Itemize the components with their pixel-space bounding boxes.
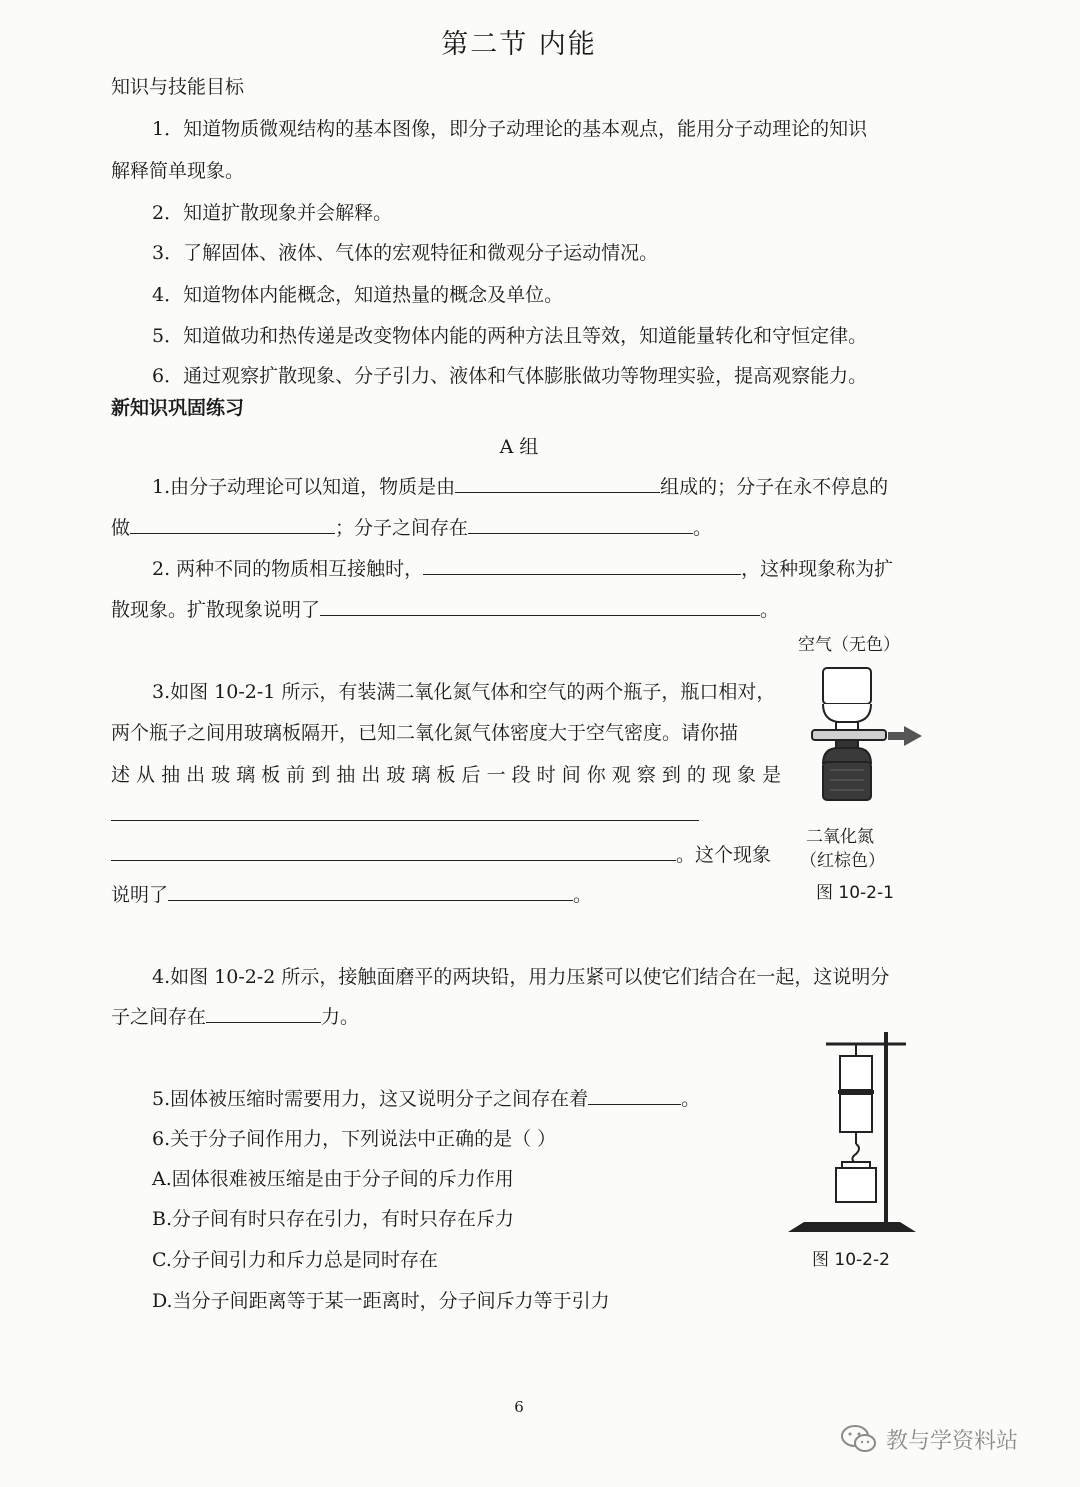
q6-option-c[interactable]: C.分子间引力和斥力总是同时存在 (152, 1249, 438, 1271)
goal-item: 1．知道物质微观结构的基本图像，即分子动理论的基本观点，能用分子动理论的知识 (152, 118, 868, 140)
q4-text-a: 子之间存在 (111, 1006, 207, 1028)
q2-blank-2[interactable] (320, 597, 760, 616)
q4-line-2 (111, 1002, 359, 1029)
q3-line-5 (111, 880, 592, 907)
page-title: 第二节 内能 (441, 29, 597, 60)
q4-blank[interactable] (206, 1004, 321, 1023)
fig1-top-label: 空气（无色） (798, 635, 900, 655)
no2-bottle-icon (823, 740, 871, 800)
page-number: 6 (514, 1398, 524, 1416)
fig2-lead-blocks-illustration (782, 1026, 922, 1236)
question-2-line2 (111, 595, 779, 622)
fig1-caption: 图 10-2-1 (816, 883, 894, 903)
q3-line-1: 3.如图 10-2-1 所示，有装满二氧化氮气体和空气的两个瓶子，瓶口相对， (152, 681, 776, 703)
q4-line-1: 4.如图 10-2-2 所示，接触面磨平的两块铅，用力压紧可以使它们结合在一起，这说明分 (152, 966, 890, 988)
q6-stem: 6.关于分子间作用力，下列说法中正确的是（ ） (152, 1128, 557, 1150)
q1-text-e: 。 (693, 517, 713, 539)
q3-text-end: 。 (573, 884, 593, 906)
q3-line-4: 。这个现象 (676, 844, 772, 866)
fig1-bottom-label-2: （红棕色） (800, 851, 885, 871)
goal-item: 5．知道做功和热传递是改变物体内能的两种方法且等效，知道能量转化和守恒定律。 (152, 325, 868, 347)
q3-blank-3[interactable] (168, 882, 573, 901)
practice-heading: 新知识巩固练习 (111, 397, 245, 419)
q6-option-a[interactable]: A.固体很难被压缩是由于分子间的斥力作用 (152, 1168, 514, 1190)
q2-text-c: 散现象。扩散现象说明了 (111, 599, 321, 621)
lead-block-top-icon (840, 1056, 872, 1090)
q6-option-d[interactable]: D.当分子间距离等于某一距离时，分子间斥力等于引力 (152, 1290, 610, 1312)
goal-item: 解释简单现象。 (111, 160, 245, 182)
fig1-bottles-illustration (800, 660, 930, 820)
arrow-right-icon (888, 726, 922, 746)
glass-plate-icon (812, 730, 886, 740)
lead-block-bottom-icon (840, 1094, 872, 1132)
fig2-caption: 图 10-2-2 (812, 1250, 890, 1270)
question-1 (152, 472, 888, 499)
question-1-line2 (111, 513, 712, 540)
q1-text-c: 做 (111, 517, 131, 539)
q3-text-shuoming: 说明了 (111, 884, 169, 906)
q4-text-b: 力。 (321, 1006, 360, 1028)
goals-heading: 知识与技能目标 (111, 76, 245, 98)
q6-option-b[interactable]: B.分子间有时只存在引力，有时只存在斥力 (152, 1208, 515, 1230)
q1-text-b: 组成的；分子在永不停息的 (660, 476, 889, 498)
goal-item: 4．知道物体内能概念，知道热量的概念及单位。 (152, 284, 564, 306)
q1-blank-3[interactable] (468, 515, 693, 534)
q5-text-b: 。 (681, 1088, 701, 1110)
q1-text-a: 1.由分子动理论可以知道，物质是由 (152, 476, 456, 498)
question-5 (152, 1084, 700, 1111)
question-2 (152, 554, 893, 581)
q2-text-a: 2. 两种不同的物质相互接触时， (152, 558, 424, 580)
q3-line-3: 述 从 抽 出 玻 璃 板 前 到 抽 出 玻 璃 板 后 一 段 时 间 你 观 察 到 的 现 象 是 (111, 764, 782, 786)
group-heading: A 组 (499, 436, 539, 458)
q5-blank[interactable] (588, 1086, 681, 1105)
q1-blank-1[interactable] (455, 474, 660, 493)
air-bottle-icon (823, 668, 871, 730)
q3-blank-1[interactable] (111, 820, 699, 821)
goal-item: 6．通过观察扩散现象、分子引力、液体和气体膨胀做功等物理实验，提高观察能力。 (152, 365, 868, 387)
watermark-text: 教与学资料站 (886, 1428, 1019, 1454)
q2-text-b: ，这种现象称为扩 (741, 558, 894, 580)
q3-line-2: 两个瓶子之间用玻璃板隔开，已知二氧化氮气体密度大于空气密度。请你描 (111, 722, 739, 744)
q5-text-a: 5.固体被压缩时需要用力，这又说明分子之间存在着 (152, 1088, 589, 1110)
q1-text-d: ；分子之间存在 (335, 517, 469, 539)
goal-item: 2．知道扩散现象并会解释。 (152, 202, 393, 224)
q1-blank-2[interactable] (130, 515, 335, 534)
wechat-icon (840, 1423, 878, 1455)
goal-item: 3．了解固体、液体、气体的宏观特征和微观分子运动情况。 (152, 242, 659, 264)
watermark (840, 1423, 1018, 1455)
q3-blank-2[interactable] (111, 860, 676, 861)
q2-blank-1[interactable] (423, 556, 741, 575)
q2-text-d: 。 (760, 599, 780, 621)
fig1-bottom-label-1: 二氧化氮 (806, 827, 874, 847)
